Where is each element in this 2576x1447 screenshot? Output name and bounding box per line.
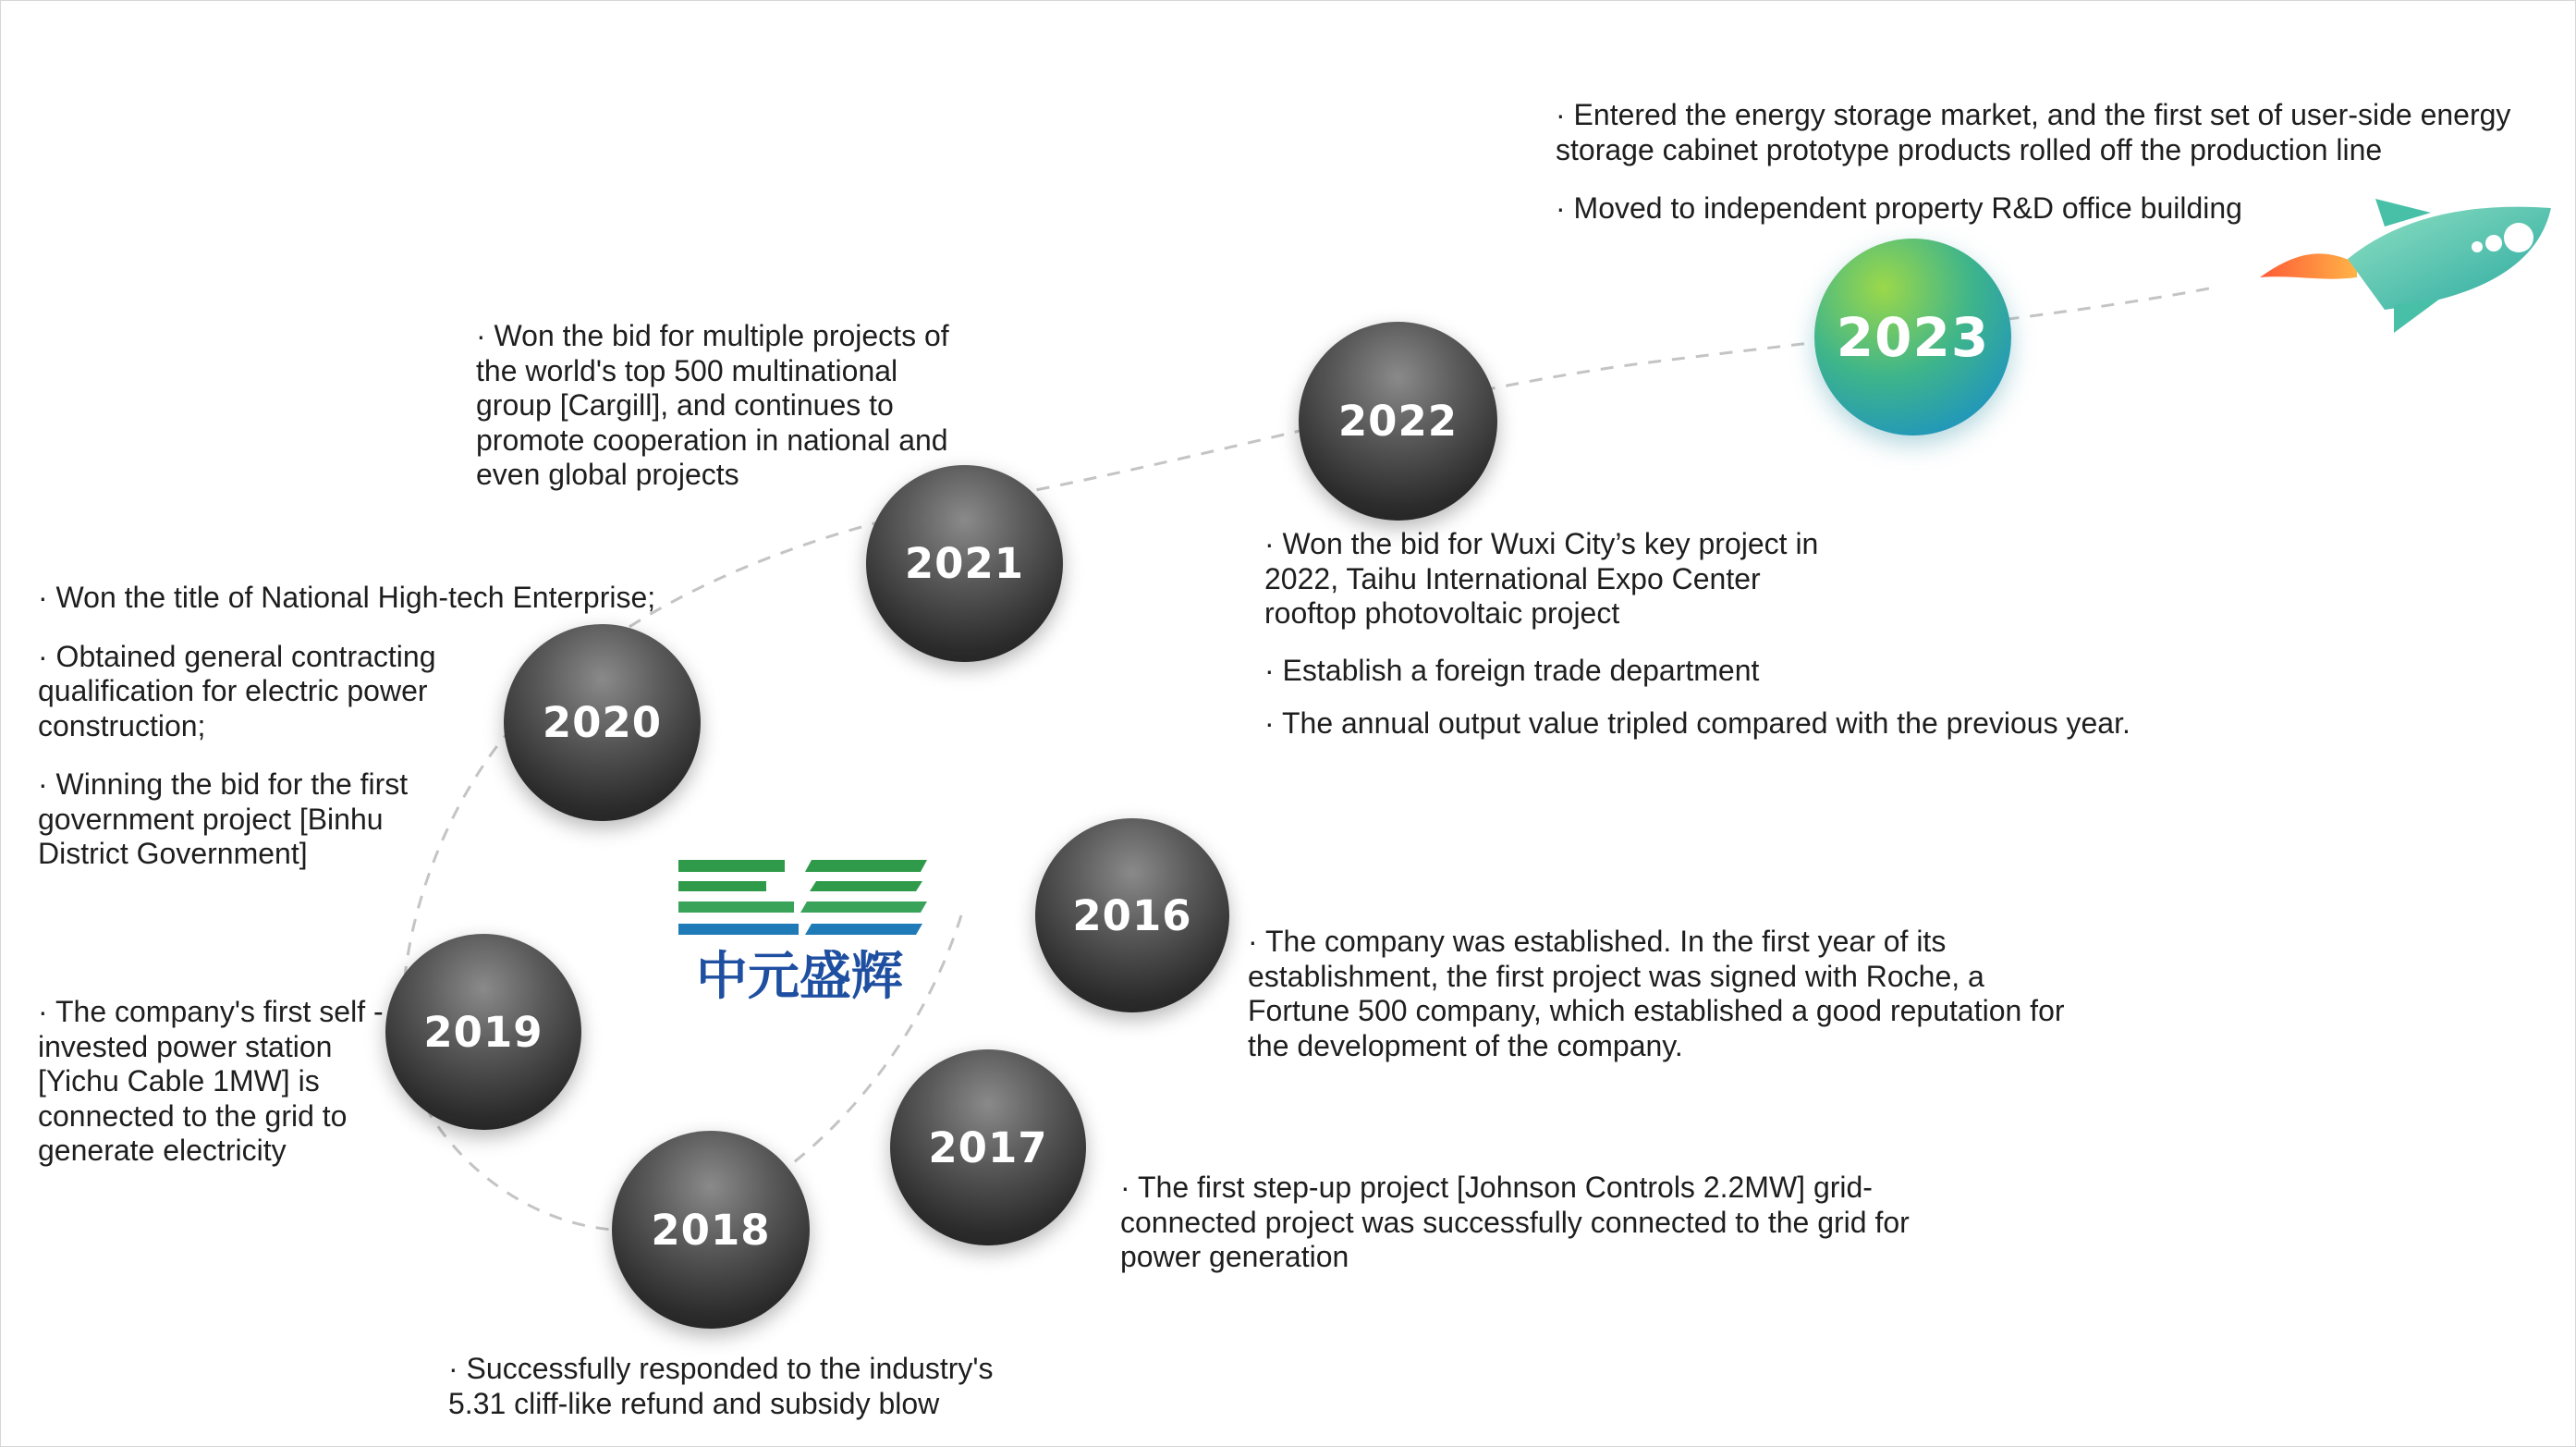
year-circle-2018 bbox=[612, 1131, 810, 1329]
event-2021 bbox=[476, 319, 952, 493]
event-2022-item: · Establish a foreign trade department bbox=[1264, 653, 1760, 687]
event-2020-item: · Obtained general contracting qualification for electric power construction; bbox=[38, 639, 436, 742]
event-2022-item: · The annual output value tripled compared with the previous year. bbox=[1264, 706, 2130, 740]
year-label-2022: 2022 bbox=[1337, 397, 1459, 446]
event-2017-item: · The first step-up project [Johnson Controls 2.2MW] grid-connected project was successfully connected to the grid for power generation bbox=[1120, 1171, 1910, 1273]
event-2020-item: · Won the title of National High-tech Enterprise; bbox=[38, 581, 656, 614]
year-circle-2021 bbox=[866, 465, 1063, 662]
year-circle-2022 bbox=[1299, 322, 1497, 521]
company-logo bbox=[673, 855, 927, 1012]
rocket-icon bbox=[2255, 190, 2560, 337]
company-logo-text: 中元盛辉 bbox=[696, 947, 903, 1007]
year-label-2018: 2018 bbox=[651, 1205, 771, 1255]
year-label-2016: 2016 bbox=[1072, 890, 1192, 940]
event-2016-item: · The company was established. In the first year of its establishment, the first project was signed with Roche, a Fortune 500 company, which established a good reputation for the development of the company. bbox=[1248, 925, 2065, 1062]
year-label-2021: 2021 bbox=[904, 539, 1025, 588]
year-circle-2019 bbox=[385, 934, 581, 1130]
event-2021-item: · Won the bid for multiple projects of the world's top 500 multinational group [Cargill], and continues to promote cooperation in national and even global projects bbox=[476, 319, 949, 491]
event-2018 bbox=[448, 1352, 1040, 1421]
year-label-2019: 2019 bbox=[423, 1007, 543, 1057]
event-2016 bbox=[1248, 925, 2070, 1063]
event-2023-item: · Entered the energy storage market, and the first set of user-side energy storage cabinet prototype products rolled off the production line bbox=[1556, 98, 2511, 166]
company-logo-icon bbox=[673, 855, 927, 1012]
event-2022 bbox=[1264, 527, 2207, 742]
year-circle-2023 bbox=[1814, 239, 2011, 435]
event-2017 bbox=[1120, 1171, 1915, 1275]
rocket bbox=[2255, 190, 2560, 337]
event-2019-item: · The company's first self -invested power station [Yichu Cable 1MW] is connected to the grid to generate electricity bbox=[38, 995, 384, 1167]
year-circle-2017 bbox=[890, 1049, 1086, 1245]
event-2018-item: · Successfully responded to the industry's 5.31 cliff-like refund and subsidy blow bbox=[448, 1352, 994, 1420]
year-label-2023: 2023 bbox=[1836, 305, 1990, 369]
event-2022-item: · Won the bid for Wuxi City’s key project in 2022, Taihu International Expo Center rooftop photovoltaic project bbox=[1264, 527, 1819, 630]
event-2020 bbox=[38, 581, 703, 872]
year-circle-2016 bbox=[1035, 818, 1229, 1012]
year-label-2020: 2020 bbox=[542, 698, 663, 747]
event-2019 bbox=[38, 995, 394, 1169]
year-label-2017: 2017 bbox=[928, 1122, 1048, 1172]
event-2023-item: · Moved to independent property R&D office building bbox=[1556, 191, 2242, 225]
event-2020-item: · Winning the bid for the first government project [Binhu District Government] bbox=[38, 767, 409, 870]
